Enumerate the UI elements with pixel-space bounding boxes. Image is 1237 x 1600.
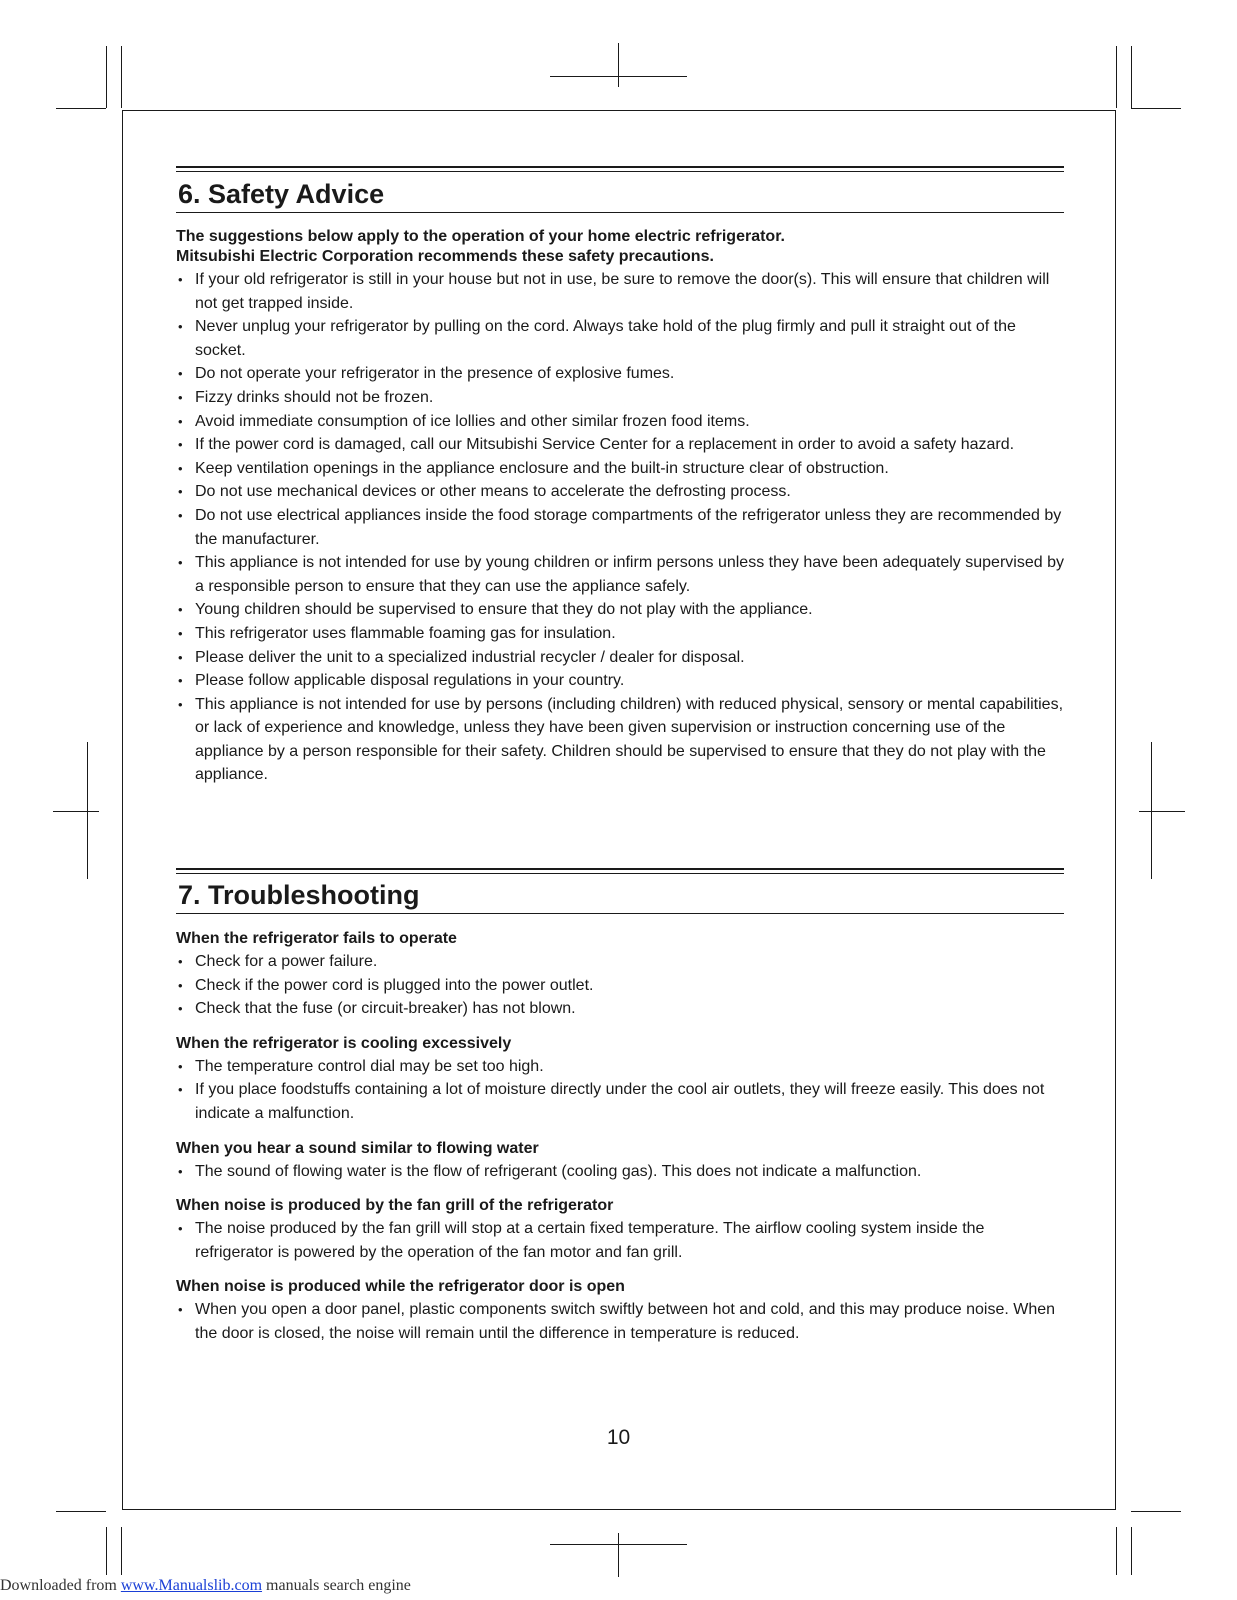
bullet-icon: • bbox=[178, 1058, 183, 1074]
bullet-icon: • bbox=[178, 625, 183, 641]
troubleshooting-group bbox=[176, 1195, 1064, 1264]
bullet-icon: • bbox=[178, 673, 183, 689]
list-item: • If your old refrigerator is still in your house but not in use, be sure to remove the door(s). This will ensure that children will not get trapped inside. bbox=[176, 268, 1064, 315]
troubleshooting-list bbox=[176, 1055, 1064, 1126]
section-rule bbox=[176, 873, 1064, 874]
troubleshooting-list bbox=[176, 1298, 1064, 1345]
footer-prefix: Downloaded from bbox=[0, 1577, 121, 1594]
bullet-icon: • bbox=[178, 272, 183, 287]
section-rule bbox=[176, 171, 1064, 172]
page-number: 10 bbox=[606, 1426, 631, 1449]
bullet-icon: • bbox=[178, 484, 183, 500]
troubleshooting-heading: When noise is produced while the refrigerator door is open bbox=[176, 1278, 625, 1296]
troubleshooting-group bbox=[176, 1033, 1064, 1126]
list-item: • If the power cord is damaged, call our Mitsubishi Service Center for a replacement in order to avoid a safety hazard. bbox=[176, 433, 1064, 457]
list-item: • Young children should be supervised to ensure that they do not play with the appliance. bbox=[176, 598, 1064, 622]
troubleshooting-section bbox=[176, 928, 1064, 1358]
section-title-safety: 6. Safety Advice bbox=[178, 179, 385, 209]
list-item: • Check that the fuse (or circuit-breaker) has not blown. bbox=[176, 997, 1064, 1021]
list-item: • Please follow applicable disposal regulations in your country. bbox=[176, 669, 1064, 693]
list-item: • Keep ventilation openings in the appliance enclosure and the built-in structure clear of obstruction. bbox=[176, 457, 1064, 481]
list-item: • Check for a power failure. bbox=[176, 950, 1064, 974]
safety-intro-line: The suggestions below apply to the operation of your home electric refrigerator. bbox=[176, 228, 785, 245]
troubleshooting-heading: When the refrigerator is cooling excessively bbox=[176, 1034, 512, 1052]
bullet-icon: • bbox=[178, 1302, 183, 1318]
section-rule bbox=[176, 868, 1064, 870]
bullet-icon: • bbox=[178, 1082, 183, 1098]
troubleshooting-heading: When the refrigerator fails to operate bbox=[176, 930, 457, 947]
bullet-icon: • bbox=[178, 460, 183, 476]
bullet-icon: • bbox=[178, 977, 183, 993]
troubleshooting-group bbox=[176, 928, 1064, 1021]
troubleshooting-list bbox=[176, 1160, 1064, 1184]
troubleshooting-group bbox=[176, 1276, 1064, 1345]
section-rule bbox=[176, 212, 1064, 213]
bullet-icon: • bbox=[178, 649, 183, 665]
bullet-icon: • bbox=[178, 1001, 183, 1017]
list-item: • When you open a door panel, plastic components switch swiftly between hot and cold, and this may produce noise. When the door is closed, the noise will remain until the difference in temperature is reduced. bbox=[176, 1298, 1064, 1345]
bullet-icon: • bbox=[178, 413, 183, 429]
troubleshooting-heading: When you hear a sound similar to flowing water bbox=[176, 1139, 539, 1157]
list-item: • The temperature control dial may be set too high. bbox=[176, 1055, 1064, 1079]
bullet-icon: • bbox=[178, 319, 183, 335]
bullet-icon: • bbox=[178, 1163, 183, 1179]
section-rule bbox=[176, 913, 1064, 914]
list-item: • This refrigerator uses flammable foaming gas for insulation. bbox=[176, 622, 1064, 646]
bullet-icon: • bbox=[178, 1221, 183, 1237]
bullet-icon: • bbox=[178, 389, 183, 405]
list-item: • Fizzy drinks should not be frozen. bbox=[176, 386, 1064, 410]
download-footer bbox=[0, 1576, 411, 1596]
list-item: • The sound of flowing water is the flow of refrigerant (cooling gas). This does not indicate a malfunction. bbox=[176, 1160, 1064, 1184]
footer-suffix: manuals search engine bbox=[262, 1577, 411, 1594]
bullet-icon: • bbox=[178, 437, 183, 453]
bullet-icon: • bbox=[178, 366, 183, 382]
safety-section bbox=[176, 227, 1064, 787]
list-item: • This appliance is not intended for use by young children or infirm persons unless they have been adequately supervised by a responsible person to ensure that they can use the appliance safely. bbox=[176, 551, 1064, 598]
list-item: • Check if the power cord is plugged into the power outlet. bbox=[176, 974, 1064, 998]
list-item: • The noise produced by the fan grill will stop at a certain fixed temperature. The airflow cooling system inside the refrigerator is powered by the operation of the fan motor and fan grill. bbox=[176, 1217, 1064, 1264]
list-item: • Do not use electrical appliances inside the food storage compartments of the refrigerator unless they are recommended by the manufacturer. bbox=[176, 504, 1064, 551]
section-title-troubleshooting: 7. Troubleshooting bbox=[178, 880, 420, 910]
bullet-icon: • bbox=[178, 954, 183, 969]
troubleshooting-list bbox=[176, 950, 1064, 1021]
list-item: • This appliance is not intended for use by persons (including children) with reduced physical, sensory or mental capabilities, or lack of experience and knowledge, unless they have been given supervision or instruction concerning use of the appliance by a person responsible for their safety. Children should be supervised to ensure that they do not play with the appliance. bbox=[176, 693, 1064, 787]
bullet-icon: • bbox=[178, 507, 183, 523]
section-rule bbox=[176, 166, 1064, 168]
bullet-icon: • bbox=[178, 696, 183, 712]
list-item: • Do not operate your refrigerator in the presence of explosive fumes. bbox=[176, 362, 1064, 386]
list-item: • Avoid immediate consumption of ice lollies and other similar frozen food items. bbox=[176, 410, 1064, 434]
list-item: • Please deliver the unit to a specialized industrial recycler / dealer for disposal. bbox=[176, 646, 1064, 670]
list-item: • Do not use mechanical devices or other means to accelerate the defrosting process. bbox=[176, 480, 1064, 504]
troubleshooting-group bbox=[176, 1138, 1064, 1184]
list-item: • Never unplug your refrigerator by pulling on the cord. Always take hold of the plug firmly and pull it straight out of the socket. bbox=[176, 315, 1064, 362]
manualslib-link[interactable]: www.Manualslib.com bbox=[120, 1577, 263, 1594]
bullet-icon: • bbox=[178, 555, 183, 571]
list-item: • If you place foodstuffs containing a lot of moisture directly under the cool air outlets, they will freeze easily. This does not indicate a malfunction. bbox=[176, 1078, 1064, 1125]
bullet-icon: • bbox=[178, 602, 183, 618]
safety-intro-line: Mitsubishi Electric Corporation recommends these safety precautions. bbox=[176, 247, 714, 265]
troubleshooting-list bbox=[176, 1217, 1064, 1264]
troubleshooting-heading: When noise is produced by the fan grill of the refrigerator bbox=[176, 1197, 614, 1215]
safety-list bbox=[176, 268, 1064, 787]
